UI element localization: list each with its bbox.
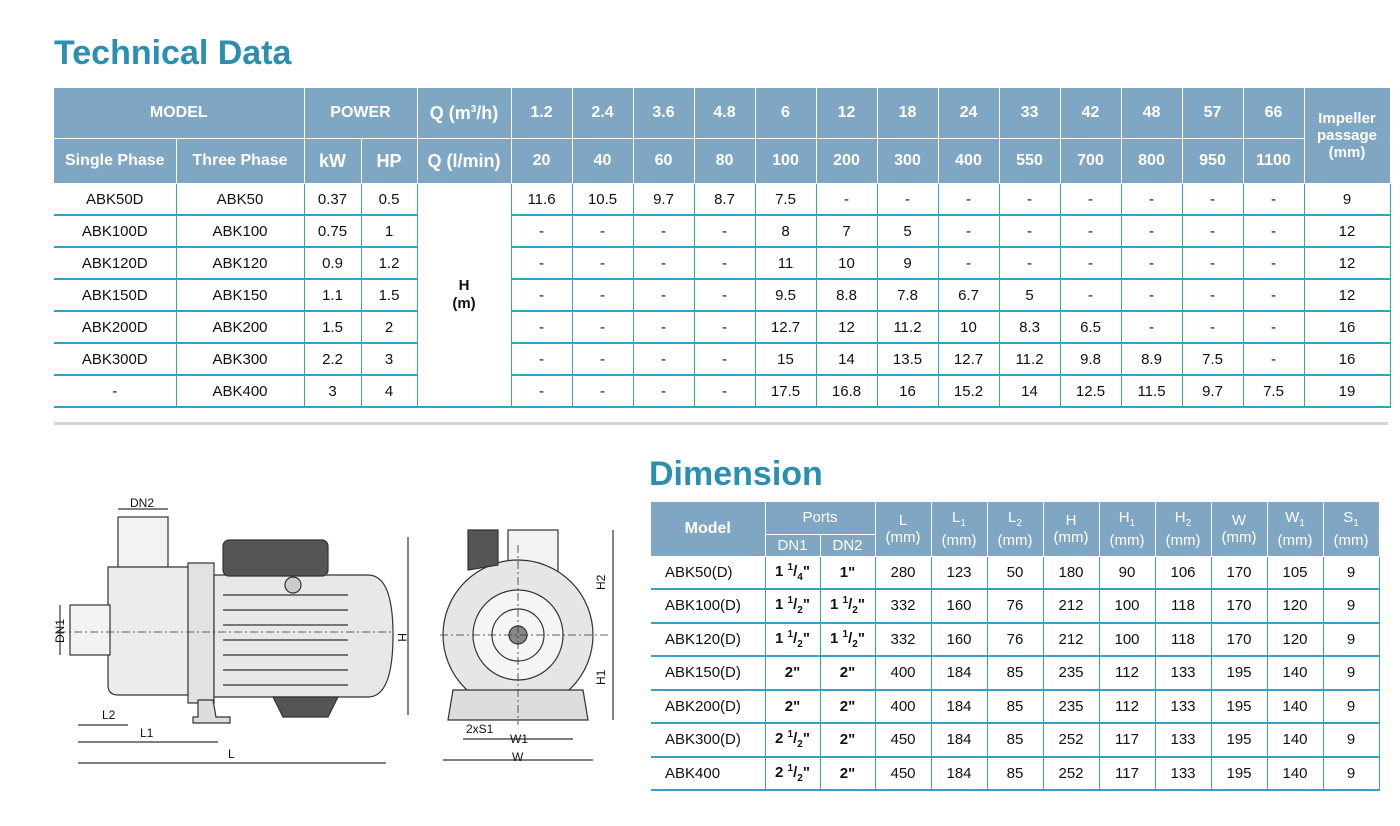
flow-lmin-header: 700 <box>1060 139 1121 184</box>
cell-dimension: 140 <box>1267 723 1323 757</box>
cell-head: 11 <box>755 247 816 279</box>
cell-dimension: 184 <box>931 690 987 724</box>
flow-m3h-header: 42 <box>1060 88 1121 139</box>
cell-head: 12.7 <box>938 343 999 375</box>
cell-head: - <box>1060 215 1121 247</box>
cell-head: - <box>572 343 633 375</box>
cell-dimension: 180 <box>1043 556 1099 589</box>
cell-model: ABK400 <box>651 757 765 791</box>
cell-kw: 1.5 <box>304 311 361 343</box>
cell-dimension: 160 <box>931 589 987 623</box>
cell-head: - <box>1182 184 1243 216</box>
flow-m3h-header: 57 <box>1182 88 1243 139</box>
cell-head: - <box>1060 184 1121 216</box>
cell-dimension: 117 <box>1099 723 1155 757</box>
cell-head: 7.5 <box>755 184 816 216</box>
cell-dimension: 140 <box>1267 690 1323 724</box>
dim-col-header: $L_2$ (mm) <box>987 502 1043 556</box>
flow-lmin-header: 800 <box>1121 139 1182 184</box>
cell-kw: 0.75 <box>304 215 361 247</box>
cell-dimension: 184 <box>931 757 987 791</box>
cell-dimension: 106 <box>1155 556 1211 589</box>
cell-dimension: 170 <box>1211 556 1267 589</box>
table-row <box>651 757 1379 791</box>
cell-head: 9 <box>877 247 938 279</box>
cell-kw: 2.2 <box>304 343 361 375</box>
table-row <box>54 375 1390 407</box>
cell-dn2: 1 $^1/_2$" <box>820 589 875 623</box>
cell-head: - <box>633 247 694 279</box>
cell-impeller: 12 <box>1304 279 1390 311</box>
cell-three: ABK300 <box>176 343 304 375</box>
cell-head: 7 <box>816 215 877 247</box>
table-row <box>54 343 1390 375</box>
cell-head: - <box>694 311 755 343</box>
cell-dimension: 450 <box>875 757 931 791</box>
cell-dimension: 252 <box>1043 757 1099 791</box>
flow-lmin-header: 20 <box>511 139 572 184</box>
cell-head: - <box>1182 311 1243 343</box>
cell-dimension: 76 <box>987 623 1043 657</box>
cell-head: - <box>633 375 694 407</box>
cell-dn2: 2" <box>820 656 875 690</box>
cell-head: 14 <box>999 375 1060 407</box>
flow-m3h-header: 48 <box>1121 88 1182 139</box>
cell-head: - <box>694 343 755 375</box>
table-row <box>54 247 1390 279</box>
cell-head: - <box>1182 215 1243 247</box>
power-header: POWER <box>304 88 417 139</box>
cell-dimension: 235 <box>1043 690 1099 724</box>
cell-head: - <box>1182 279 1243 311</box>
dim-col-header: L (mm) <box>875 502 931 556</box>
cell-dimension: 280 <box>875 556 931 589</box>
cell-head: 6.7 <box>938 279 999 311</box>
dn2-header: DN2 <box>820 534 875 556</box>
cell-dn2: 2" <box>820 723 875 757</box>
cell-head: 9.8 <box>1060 343 1121 375</box>
cell-head: - <box>1060 279 1121 311</box>
ports-header: Ports <box>765 502 875 534</box>
cell-dimension: 160 <box>931 623 987 657</box>
cell-dimension: 9 <box>1323 723 1379 757</box>
cell-dimension: 112 <box>1099 656 1155 690</box>
flow-lmin-header: 550 <box>999 139 1060 184</box>
cell-head: - <box>1121 279 1182 311</box>
cell-dimension: 100 <box>1099 589 1155 623</box>
cell-dimension: 140 <box>1267 656 1323 690</box>
cell-head: - <box>1121 247 1182 279</box>
flow-lmin-header: 300 <box>877 139 938 184</box>
label-w: W <box>512 750 524 764</box>
cell-head: 11.2 <box>877 311 938 343</box>
cell-head: - <box>694 279 755 311</box>
cell-hp: 1.5 <box>361 279 417 311</box>
cell-kw: 3 <box>304 375 361 407</box>
dimension-title: Dimension <box>649 455 823 493</box>
cell-dn1: 1 $^1/_2$" <box>765 623 820 657</box>
cell-head: - <box>1243 343 1304 375</box>
cell-head: 8.3 <box>999 311 1060 343</box>
label-l1: L1 <box>140 726 154 740</box>
cell-dimension: 133 <box>1155 690 1211 724</box>
h-label: H <box>458 277 470 294</box>
cell-three: ABK100 <box>176 215 304 247</box>
cell-three: ABK150 <box>176 279 304 311</box>
cell-head: 7.8 <box>877 279 938 311</box>
cell-dimension: 133 <box>1155 656 1211 690</box>
cell-head: - <box>816 184 877 216</box>
cell-dimension: 9 <box>1323 690 1379 724</box>
cell-dimension: 212 <box>1043 589 1099 623</box>
flow-m3h-header: 2.4 <box>572 88 633 139</box>
pump-dimension-drawing <box>48 495 628 775</box>
flow-m3h-header: 18 <box>877 88 938 139</box>
dim-col-header: $L_1$ (mm) <box>931 502 987 556</box>
cell-dimension: 85 <box>987 656 1043 690</box>
cell-head: - <box>572 375 633 407</box>
cell-model: ABK200(D) <box>651 690 765 724</box>
cell-dimension: 85 <box>987 757 1043 791</box>
cell-dimension: 133 <box>1155 757 1211 791</box>
cell-dimension: 400 <box>875 656 931 690</box>
cell-dimension: 235 <box>1043 656 1099 690</box>
cell-head: 8.7 <box>694 184 755 216</box>
cell-dimension: 100 <box>1099 623 1155 657</box>
cell-three: ABK50 <box>176 184 304 216</box>
single-phase-header: Single Phase <box>54 139 176 184</box>
cell-single: ABK120D <box>54 247 176 279</box>
cell-dimension: 105 <box>1267 556 1323 589</box>
cell-hp: 3 <box>361 343 417 375</box>
cell-head: 14 <box>816 343 877 375</box>
cell-dn2: 2" <box>820 757 875 791</box>
label-dn2: DN2 <box>130 496 155 510</box>
cell-impeller: 12 <box>1304 215 1390 247</box>
cell-head: - <box>572 311 633 343</box>
table-row <box>651 723 1379 757</box>
label-s1: 2xS1 <box>466 722 494 736</box>
cell-dimension: 85 <box>987 690 1043 724</box>
cell-dimension: 9 <box>1323 656 1379 690</box>
cell-head: 15.2 <box>938 375 999 407</box>
label-l2: L2 <box>102 708 116 722</box>
cell-head: 6.5 <box>1060 311 1121 343</box>
cell-dn1: 2 $^1/_2$" <box>765 757 820 791</box>
cell-single: ABK200D <box>54 311 176 343</box>
cell-head: 12.7 <box>755 311 816 343</box>
cell-dimension: 118 <box>1155 623 1211 657</box>
cell-head: - <box>1121 184 1182 216</box>
table-row <box>651 690 1379 724</box>
cell-dn2: 1" <box>820 556 875 589</box>
cell-head: - <box>511 343 572 375</box>
cell-head: - <box>511 311 572 343</box>
cell-three: ABK120 <box>176 247 304 279</box>
cell-dn1: 2" <box>765 690 820 724</box>
cell-dn1: 2" <box>765 656 820 690</box>
cell-head: 15 <box>755 343 816 375</box>
dim-col-header: $H_1$ (mm) <box>1099 502 1155 556</box>
cell-head: 9.7 <box>1182 375 1243 407</box>
table-row <box>54 215 1390 247</box>
cell-impeller: 16 <box>1304 343 1390 375</box>
cell-head: - <box>511 247 572 279</box>
cell-dimension: 120 <box>1267 623 1323 657</box>
cell-model: ABK300(D) <box>651 723 765 757</box>
cell-hp: 1 <box>361 215 417 247</box>
dim-col-header: $W_1$ (mm) <box>1267 502 1323 556</box>
cell-head: 16.8 <box>816 375 877 407</box>
cell-head: 12 <box>816 311 877 343</box>
kw-header: kW <box>304 139 361 184</box>
cell-head: 11.2 <box>999 343 1060 375</box>
cell-hp: 2 <box>361 311 417 343</box>
flow-lmin-header: 200 <box>816 139 877 184</box>
cell-head: - <box>511 215 572 247</box>
cell-head: - <box>999 215 1060 247</box>
label-h1: H1 <box>594 669 608 685</box>
cell-head: 9.5 <box>755 279 816 311</box>
cell-head: - <box>694 375 755 407</box>
cell-dimension: 195 <box>1211 757 1267 791</box>
cell-head: 8.9 <box>1121 343 1182 375</box>
cell-head: 5 <box>877 215 938 247</box>
cell-dimension: 400 <box>875 690 931 724</box>
cell-head: - <box>572 279 633 311</box>
cell-dimension: 184 <box>931 656 987 690</box>
flow-lmin-header: 1100 <box>1243 139 1304 184</box>
cell-head: 13.5 <box>877 343 938 375</box>
dim-model-header: Model <box>651 502 765 556</box>
cell-impeller: 12 <box>1304 247 1390 279</box>
cell-head: - <box>511 375 572 407</box>
cell-head: - <box>938 184 999 216</box>
cell-dimension: 120 <box>1267 589 1323 623</box>
q-m3h-header: Q $(m^3/h)$ <box>417 88 511 139</box>
flow-lmin-header: 80 <box>694 139 755 184</box>
cell-dimension: 85 <box>987 723 1043 757</box>
cell-kw: 0.9 <box>304 247 361 279</box>
cell-head: 7.5 <box>1182 343 1243 375</box>
cell-three: ABK400 <box>176 375 304 407</box>
label-h2: H2 <box>594 574 608 590</box>
cell-dimension: 9 <box>1323 623 1379 657</box>
cell-head: 11.6 <box>511 184 572 216</box>
table-row <box>54 279 1390 311</box>
cell-model: ABK100(D) <box>651 589 765 623</box>
cell-dimension: 195 <box>1211 723 1267 757</box>
cell-head: - <box>572 215 633 247</box>
flow-m3h-header: 1.2 <box>511 88 572 139</box>
cell-dimension: 332 <box>875 589 931 623</box>
technical-data-title: Technical Data <box>54 34 292 72</box>
cell-dimension: 252 <box>1043 723 1099 757</box>
model-header: MODEL <box>54 88 304 139</box>
cell-head: 10 <box>938 311 999 343</box>
dn1-header: DN1 <box>765 534 820 556</box>
cell-head: - <box>1243 279 1304 311</box>
cell-head: - <box>1121 215 1182 247</box>
cell-dimension: 170 <box>1211 589 1267 623</box>
cell-impeller: 16 <box>1304 311 1390 343</box>
cell-single: - <box>54 375 176 407</box>
cell-dimension: 76 <box>987 589 1043 623</box>
cell-head: - <box>1243 311 1304 343</box>
cell-head: - <box>999 247 1060 279</box>
cell-head: - <box>694 215 755 247</box>
table-row <box>54 184 1390 216</box>
cell-dimension: 112 <box>1099 690 1155 724</box>
dim-col-header: $H_2$ (mm) <box>1155 502 1211 556</box>
cell-dimension: 184 <box>931 723 987 757</box>
cell-dimension: 133 <box>1155 723 1211 757</box>
cell-head: 9.7 <box>633 184 694 216</box>
cell-dimension: 117 <box>1099 757 1155 791</box>
cell-hp: 0.5 <box>361 184 417 216</box>
cell-hp: 1.2 <box>361 247 417 279</box>
cell-dn1: 1 $^1/_2$" <box>765 589 820 623</box>
flow-lmin-header: 400 <box>938 139 999 184</box>
dim-col-header: W (mm) <box>1211 502 1267 556</box>
flow-m3h-header: 66 <box>1243 88 1304 139</box>
flow-m3h-header: 3.6 <box>633 88 694 139</box>
flow-m3h-header: 12 <box>816 88 877 139</box>
cell-dimension: 9 <box>1323 589 1379 623</box>
cell-head: - <box>1060 247 1121 279</box>
cell-head: - <box>633 279 694 311</box>
flow-lmin-header: 950 <box>1182 139 1243 184</box>
cell-kw: 0.37 <box>304 184 361 216</box>
table-row <box>651 623 1379 657</box>
cell-head: 7.5 <box>1243 375 1304 407</box>
cell-dimension: 170 <box>1211 623 1267 657</box>
cell-head: - <box>511 279 572 311</box>
label-l: L <box>228 747 235 761</box>
cell-head: - <box>877 184 938 216</box>
cell-dimension: 450 <box>875 723 931 757</box>
section-divider <box>54 422 1388 425</box>
h-unit-cell <box>417 184 511 408</box>
cell-head: - <box>572 247 633 279</box>
flow-lmin-header: 60 <box>633 139 694 184</box>
cell-dimension: 9 <box>1323 757 1379 791</box>
cell-dimension: 332 <box>875 623 931 657</box>
cell-dimension: 195 <box>1211 690 1267 724</box>
cell-head: - <box>633 215 694 247</box>
cell-head: - <box>1243 215 1304 247</box>
cell-hp: 4 <box>361 375 417 407</box>
cell-dimension: 9 <box>1323 556 1379 589</box>
cell-dn2: 1 $^1/_2$" <box>820 623 875 657</box>
cell-dimension: 50 <box>987 556 1043 589</box>
cell-head: 11.5 <box>1121 375 1182 407</box>
cell-model: ABK150(D) <box>651 656 765 690</box>
label-w1: W1 <box>510 732 528 746</box>
cell-head: - <box>1243 184 1304 216</box>
table-row <box>651 556 1379 589</box>
flow-m3h-header: 24 <box>938 88 999 139</box>
cell-head: - <box>938 247 999 279</box>
cell-head: 17.5 <box>755 375 816 407</box>
cell-head: - <box>938 215 999 247</box>
three-phase-header: Three Phase <box>176 139 304 184</box>
cell-kw: 1.1 <box>304 279 361 311</box>
cell-dimension: 195 <box>1211 656 1267 690</box>
dim-col-header: H (mm) <box>1043 502 1099 556</box>
dimension-table <box>651 502 1380 791</box>
cell-head: - <box>1121 311 1182 343</box>
cell-dn2: 2" <box>820 690 875 724</box>
cell-head: 16 <box>877 375 938 407</box>
cell-model: ABK120(D) <box>651 623 765 657</box>
technical-data-table <box>54 88 1391 408</box>
cell-impeller: 19 <box>1304 375 1390 407</box>
cell-head: - <box>633 343 694 375</box>
table-row <box>651 589 1379 623</box>
cell-head: 12.5 <box>1060 375 1121 407</box>
flow-lmin-header: 40 <box>572 139 633 184</box>
cell-dimension: 140 <box>1267 757 1323 791</box>
cell-head: - <box>694 247 755 279</box>
cell-head: - <box>633 311 694 343</box>
cell-impeller: 9 <box>1304 184 1390 216</box>
flow-lmin-header: 100 <box>755 139 816 184</box>
dim-col-header: $S_1$ (mm) <box>1323 502 1379 556</box>
flow-m3h-header: 33 <box>999 88 1060 139</box>
cell-three: ABK200 <box>176 311 304 343</box>
impeller-header: Impeller passage (mm) <box>1304 88 1390 184</box>
label-dn1: DN1 <box>53 618 67 643</box>
cell-dimension: 118 <box>1155 589 1211 623</box>
flow-m3h-header: 6 <box>755 88 816 139</box>
label-h: H <box>395 633 409 642</box>
cell-head: 8.8 <box>816 279 877 311</box>
flow-m3h-header: 4.8 <box>694 88 755 139</box>
cell-single: ABK100D <box>54 215 176 247</box>
cell-single: ABK150D <box>54 279 176 311</box>
table-row <box>54 311 1390 343</box>
cell-head: 10.5 <box>572 184 633 216</box>
h-unit-label: (m) <box>452 295 476 312</box>
cell-head: 8 <box>755 215 816 247</box>
cell-head: 5 <box>999 279 1060 311</box>
q-lmin-header: Q (l/min) <box>417 139 511 184</box>
cell-dn1: 1 $^1/_4$" <box>765 556 820 589</box>
cell-single: ABK50D <box>54 184 176 216</box>
cell-dimension: 90 <box>1099 556 1155 589</box>
cell-head: 10 <box>816 247 877 279</box>
cell-dimension: 212 <box>1043 623 1099 657</box>
cell-head: - <box>1182 247 1243 279</box>
cell-model: ABK50(D) <box>651 556 765 589</box>
cell-head: - <box>1243 247 1304 279</box>
cell-head: - <box>999 184 1060 216</box>
cell-single: ABK300D <box>54 343 176 375</box>
cell-dimension: 123 <box>931 556 987 589</box>
hp-header: HP <box>361 139 417 184</box>
table-row <box>651 656 1379 690</box>
cell-dn1: 2 $^1/_2$" <box>765 723 820 757</box>
